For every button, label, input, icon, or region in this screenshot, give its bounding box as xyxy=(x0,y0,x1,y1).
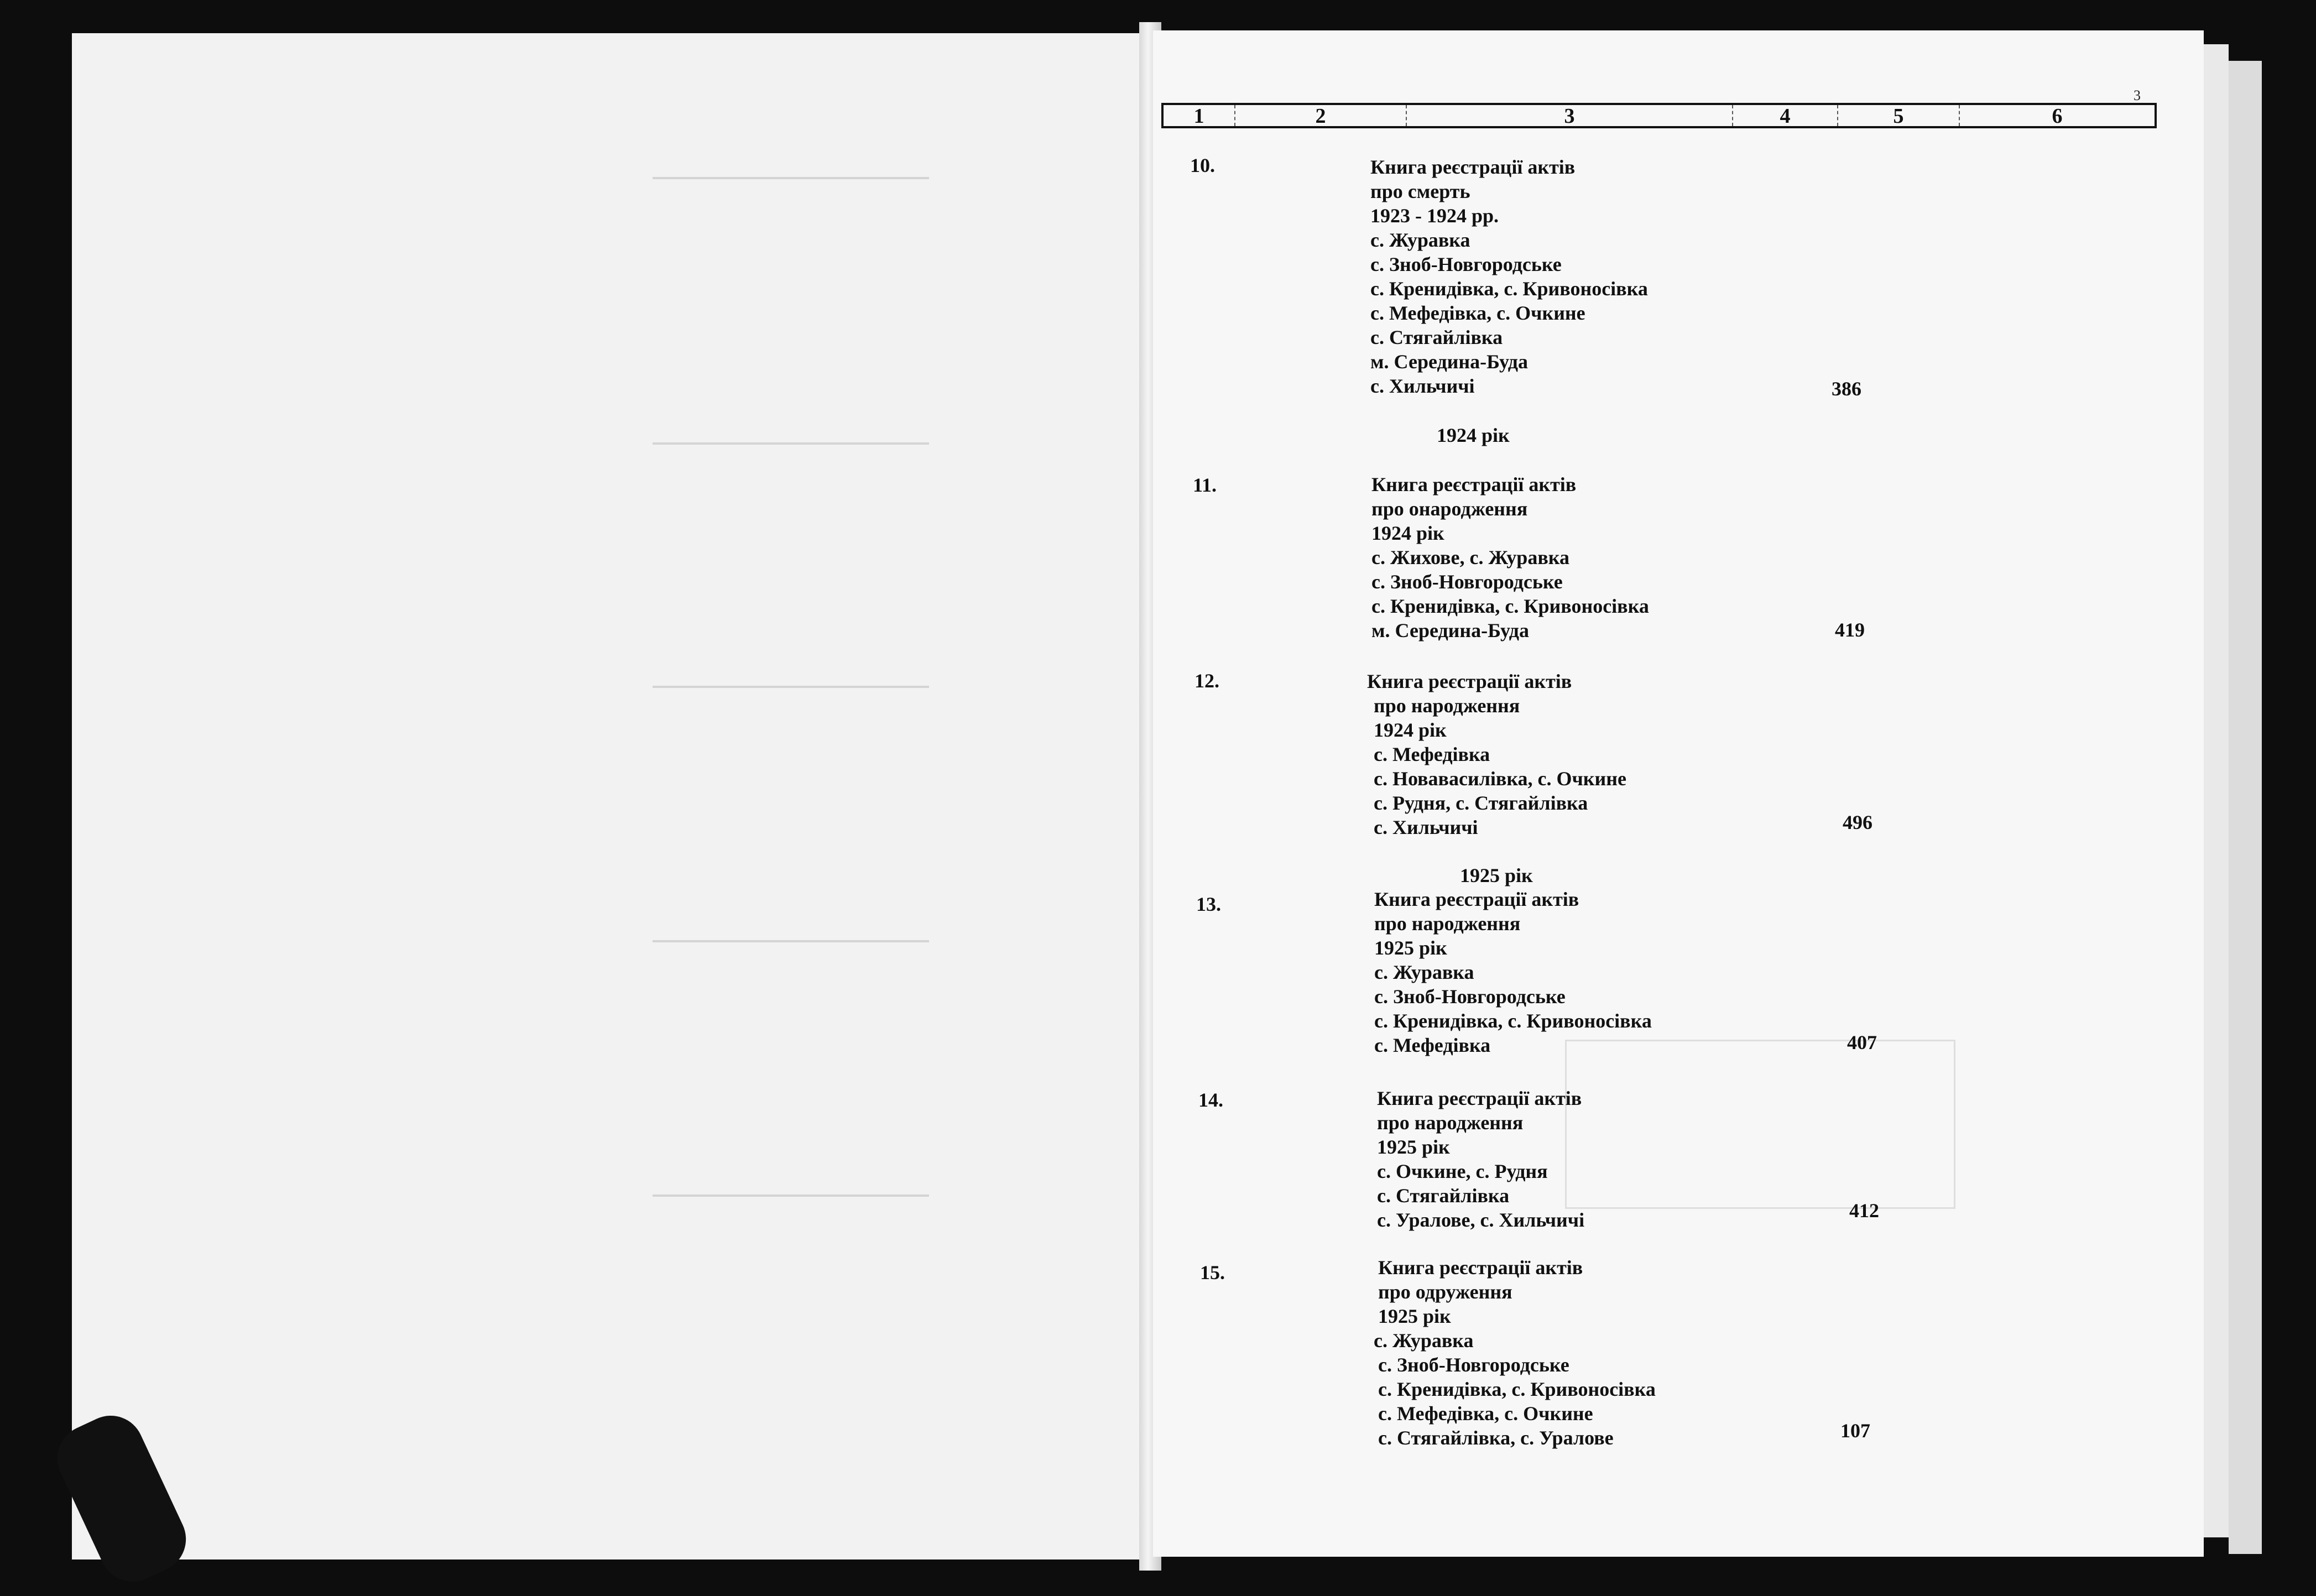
document-entry xyxy=(1377,1086,1584,1232)
entry-line: с. Журавка xyxy=(1374,961,1474,983)
entry-line: с. Мефедівка, с. Очкине xyxy=(1370,302,1585,324)
entry-line: с. Кренидівка, с. Кривоносівка xyxy=(1378,1378,1656,1400)
entry-line: про народження xyxy=(1374,912,1521,935)
entry-line: с. Хильчичі xyxy=(1374,816,1478,838)
entry-line: 1925 рік xyxy=(1377,1136,1450,1158)
entry-line: 1924 рік xyxy=(1371,522,1444,544)
ghost-text xyxy=(653,1195,929,1197)
entry-line: с. Зноб-Новгородське xyxy=(1370,253,1562,275)
sheet-count: 412 xyxy=(1849,1199,1879,1222)
page-number: 3 xyxy=(2134,87,2141,103)
row-number: 13. xyxy=(1196,893,1221,915)
row-number: 15. xyxy=(1200,1261,1225,1284)
entry-line: про народження xyxy=(1374,695,1520,717)
entry-line: Книга реєстрації актів xyxy=(1374,888,1579,910)
entry-line: с. Мефедівка xyxy=(1374,743,1490,765)
entry-line: про народження xyxy=(1377,1112,1524,1134)
row-number: 14. xyxy=(1198,1089,1223,1111)
year-heading: 1925 рік xyxy=(1460,864,1533,886)
entry-line: с. Стягайлівка xyxy=(1370,326,1503,348)
entry-line: м. Середина-Буда xyxy=(1371,619,1529,641)
left-page-bleedthrough xyxy=(72,33,1150,1560)
header-col-3: 3 xyxy=(1407,105,1733,126)
entry-line: с. Журавка xyxy=(1374,1329,1474,1352)
sheet-count: 386 xyxy=(1832,378,1861,400)
document-entry xyxy=(1374,1255,1656,1450)
entry-line: м. Середина-Буда xyxy=(1370,351,1528,373)
ghost-text xyxy=(653,686,929,688)
entry-line: Книга реєстрації актів xyxy=(1367,670,1572,692)
entry-line: Книга реєстрації актів xyxy=(1371,473,1577,496)
document-entry xyxy=(1371,472,1649,643)
header-col-4: 4 xyxy=(1733,105,1838,126)
header-col-6: 6 xyxy=(2052,105,2063,128)
entry-line: про онародження xyxy=(1371,498,1528,520)
entry-line: 1923 - 1924 рр. xyxy=(1370,205,1499,227)
ghost-text xyxy=(653,177,929,179)
header-col-2: 2 xyxy=(1235,105,1407,126)
entry-line: с. Очкине, с. Рудня xyxy=(1377,1160,1548,1182)
entry-line: с. Новавасилівка, с. Очкине xyxy=(1374,768,1627,790)
entry-line: про смерть xyxy=(1370,180,1470,202)
entry-line: с. Зноб-Новгородське xyxy=(1374,985,1566,1008)
document-entry xyxy=(1374,887,1652,1057)
entry-line: Книга реєстрації актів xyxy=(1377,1087,1582,1109)
document-entry xyxy=(1367,669,1626,839)
header-col-1: 1 xyxy=(1164,105,1235,126)
entry-line: с. Журавка xyxy=(1370,229,1470,251)
entry-line: Книга реєстрації актів xyxy=(1378,1256,1583,1279)
row-number: 12. xyxy=(1194,670,1219,692)
entry-line: с. Мефедівка xyxy=(1374,1034,1491,1056)
entry-line: с. Уралове, с. Хильчичі xyxy=(1377,1209,1585,1231)
entry-line: с. Стягайлівка, с. Уралове xyxy=(1378,1427,1614,1449)
entry-line: 1925 рік xyxy=(1378,1305,1451,1327)
entry-line: с. Кренидівка, с. Кривоносівка xyxy=(1370,278,1648,300)
row-number: 10. xyxy=(1190,154,1215,176)
column-header-row xyxy=(1161,103,2157,128)
ghost-text xyxy=(653,442,929,445)
sheet-count: 107 xyxy=(1840,1420,1870,1442)
entry-line: с. Жихове, с. Журавка xyxy=(1371,546,1569,568)
ghost-stamp xyxy=(1565,1040,1955,1209)
ghost-text xyxy=(653,940,929,942)
entry-line: Книга реєстрації актів xyxy=(1370,156,1576,178)
sheet-count: 407 xyxy=(1847,1031,1877,1053)
right-page xyxy=(1153,30,2204,1557)
page-edges xyxy=(2204,44,2229,1537)
header-col-5: 5 xyxy=(1838,105,1960,126)
entry-line: с. Зноб-Новгородське xyxy=(1378,1354,1569,1376)
entry-line: с. Кренидівка, с. Кривоносівка xyxy=(1374,1010,1652,1032)
row-number: 11. xyxy=(1193,474,1217,496)
entry-line: 1925 рік xyxy=(1374,937,1447,959)
entry-line: с. Зноб-Новгородське xyxy=(1371,571,1563,593)
entry-line: с. Мефедівка, с. Очкине xyxy=(1378,1402,1593,1425)
entry-line: с. Хильчичі xyxy=(1370,375,1475,397)
entry-line: с. Рудня, с. Стягайлівка xyxy=(1374,792,1588,814)
entry-line: про одруження xyxy=(1378,1281,1512,1303)
back-cover-edge xyxy=(2229,61,2262,1554)
entry-line: 1924 рік xyxy=(1374,719,1447,741)
entry-line: с. Кренидівка, с. Кривоносівка xyxy=(1371,595,1649,617)
entry-line: с. Стягайлівка xyxy=(1377,1185,1510,1207)
document-entry xyxy=(1370,155,1648,398)
year-heading: 1924 рік xyxy=(1437,424,1510,446)
sheet-count: 419 xyxy=(1835,619,1865,641)
sheet-count: 496 xyxy=(1843,811,1872,833)
